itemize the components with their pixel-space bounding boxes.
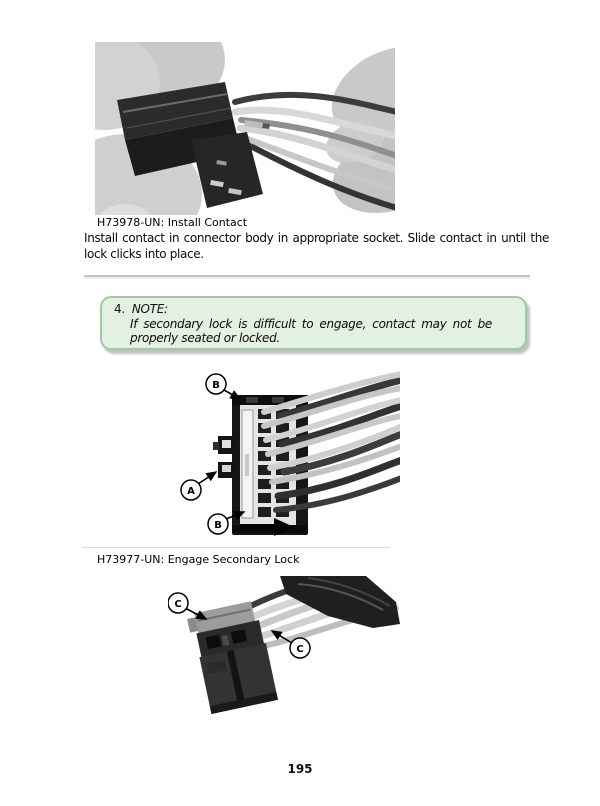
connector-body (186, 600, 278, 715)
figure-engage-secondary-lock (180, 368, 400, 545)
body-paragraph: Install contact in connector body in appropriate socket. Slide contact in until the lock clicks into place. (84, 231, 549, 261)
section-divider (84, 275, 530, 279)
page-number: 195 (287, 762, 313, 776)
note-title: NOTE: (131, 302, 168, 316)
callout-b-top (206, 374, 240, 399)
figure-divider (82, 547, 390, 548)
callout-c-right-label: C (296, 644, 304, 655)
callout-c-top-label: C (174, 599, 182, 610)
figure-install-contact-photo (95, 42, 395, 215)
note-number: 4. (114, 302, 125, 316)
callout-a (181, 472, 216, 500)
figure2-caption: H73977-UN: Engage Secondary Lock (97, 553, 300, 566)
note-box (100, 296, 527, 350)
note-text: If secondary lock is difficult to engage, contact may not be properly seated or locked. (130, 317, 492, 345)
callout-b-bottom-label: B (214, 520, 222, 531)
figure-secondary-lock-photo (168, 576, 400, 760)
callout-a-label: A (187, 486, 195, 497)
figure1-caption: H73978-UN: Install Contact (97, 216, 248, 229)
callout-b-top-label: B (212, 380, 220, 391)
note-heading (114, 302, 525, 316)
